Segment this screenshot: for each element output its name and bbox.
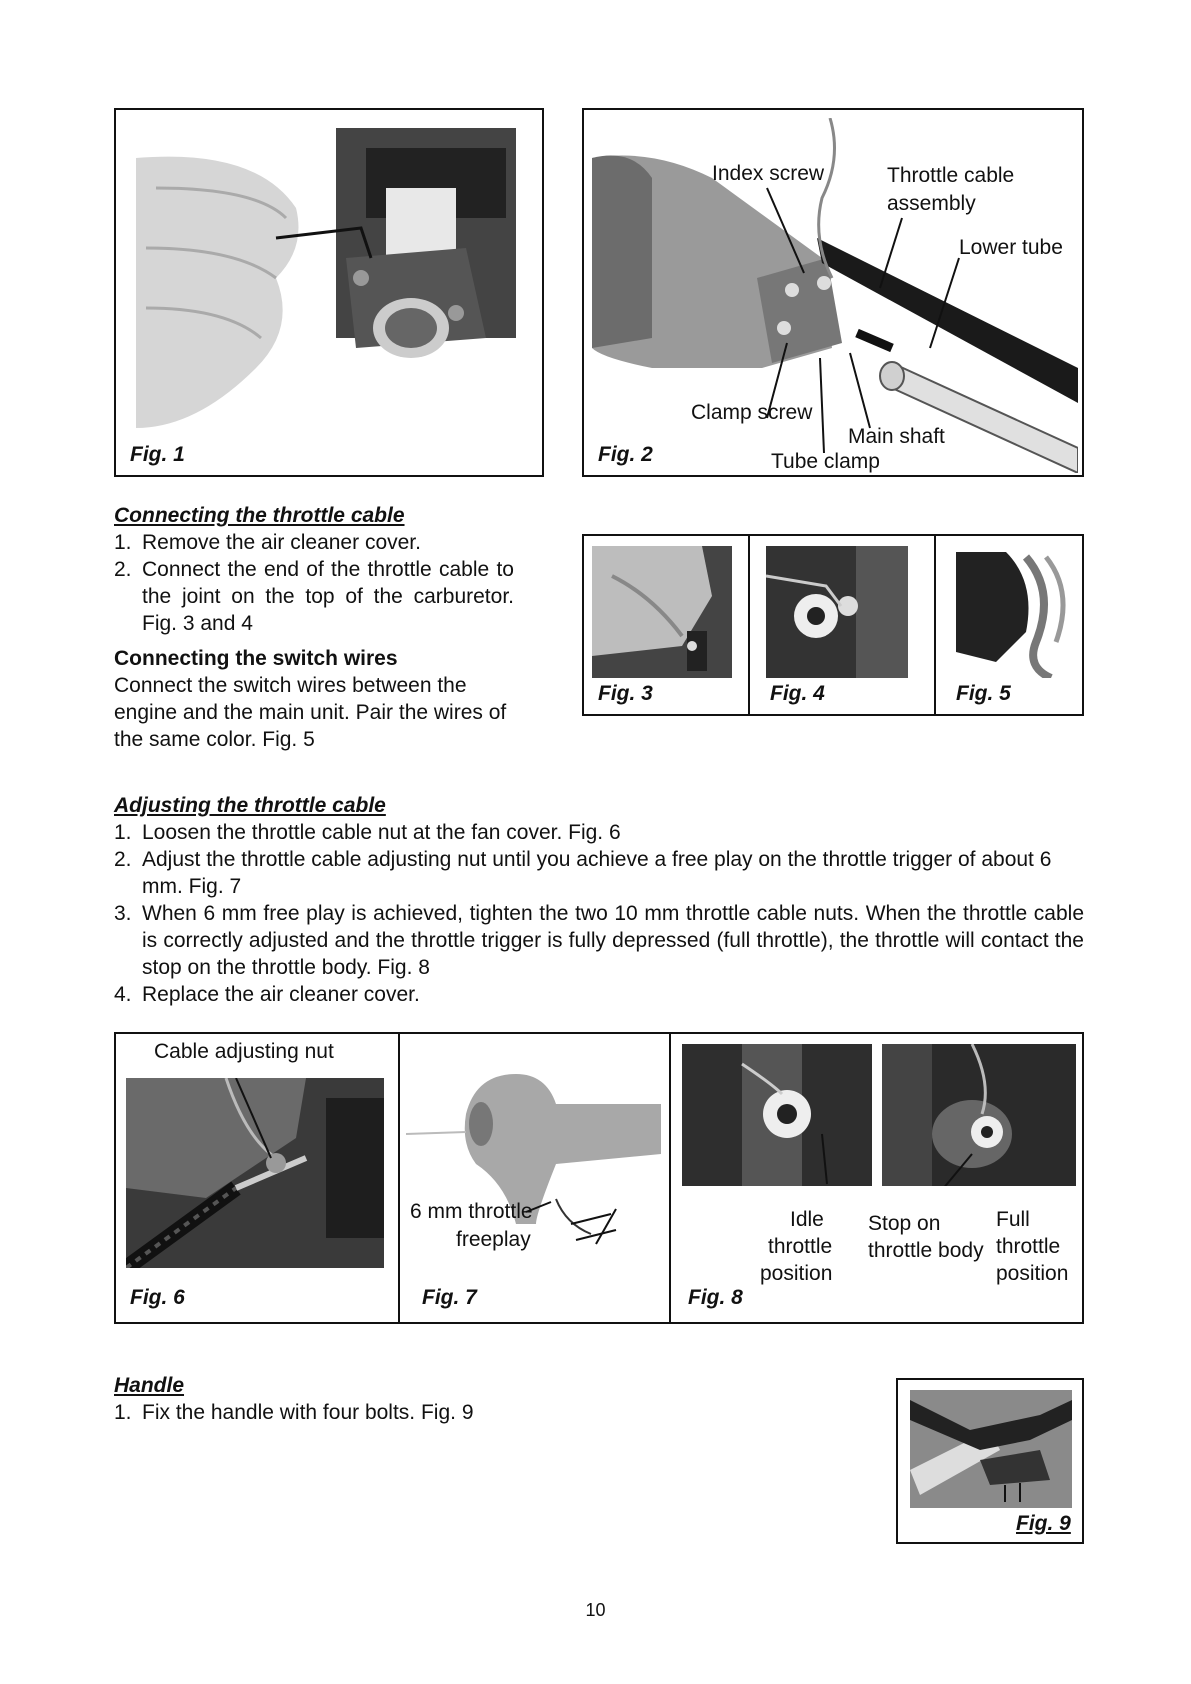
fig1-caption: Fig. 1 xyxy=(130,443,185,466)
fig6-label-cable-adjusting-nut: Cable adjusting nut xyxy=(154,1040,334,1063)
fig7-caption: Fig. 7 xyxy=(422,1286,477,1309)
fig8-label-idle-3: position xyxy=(760,1262,833,1285)
fig8-photo-idle xyxy=(682,1044,872,1186)
divider xyxy=(398,1034,400,1322)
fig8-label-stop-1: Stop on xyxy=(868,1212,941,1235)
fig8-label-full-3: position xyxy=(996,1262,1069,1285)
fig8-label-idle-2: throttle xyxy=(768,1235,833,1258)
section-adjust-heading: Adjusting the throttle cable xyxy=(114,794,386,817)
fig8-photo-full xyxy=(882,1044,1076,1186)
list-item: 2. Adjust the throttle cable adjusting nut until you achieve a free play on the throttle trigger of about 6 mm. Fig. 7 xyxy=(114,848,1052,898)
fig3-photo xyxy=(592,546,732,678)
fig8-caption: Fig. 8 xyxy=(688,1286,743,1309)
section-connect-throttle xyxy=(114,502,514,753)
fig2-label-main-shaft: Main shaft xyxy=(848,425,945,448)
fig5-photo xyxy=(956,552,1076,678)
section-connect-throttle-heading: Connecting the throttle cable xyxy=(114,504,405,527)
fig2-label-throttle-cable-2: assembly xyxy=(887,192,976,215)
list-item: 1. Loosen the throttle cable nut at the fan cover. Fig. 6 xyxy=(114,821,621,844)
handle-steps xyxy=(114,1399,714,1426)
fig2-label-index-screw: Index screw xyxy=(712,162,825,185)
fig5-caption: Fig. 5 xyxy=(956,682,1011,705)
connect-throttle-steps xyxy=(114,529,514,637)
section-switch-wires-heading: Connecting the switch wires xyxy=(114,647,398,670)
section-handle xyxy=(114,1372,714,1426)
fig6-caption: Fig. 6 xyxy=(130,1286,185,1309)
fig2-caption: Fig. 2 xyxy=(598,443,653,466)
figure-2 xyxy=(582,108,1084,477)
list-item: 1. Remove the air cleaner cover. xyxy=(114,531,421,554)
fig6-photo xyxy=(126,1078,384,1268)
fig4-caption: Fig. 4 xyxy=(770,682,825,705)
list-item: 4. Replace the air cleaner cover. xyxy=(114,983,420,1006)
divider xyxy=(748,536,750,714)
divider xyxy=(669,1034,671,1322)
divider xyxy=(934,536,936,714)
fig8-label-stop-2: throttle body xyxy=(868,1239,984,1262)
fig1-photo-hand-clamp xyxy=(136,128,536,428)
fig8-label-full-1: Full xyxy=(996,1208,1030,1231)
list-item: 3. When 6 mm free play is achieved, tighten the two 10 mm throttle cable nuts. When the throttle cable is correctly adjusted and the throttle trigger is fully depressed (full throttle), the throttle will contact the stop on the throttle body. Fig. 8 xyxy=(114,902,1084,979)
list-item: 1. Fix the handle with four bolts. Fig. 9 xyxy=(114,1401,474,1424)
fig2-label-tube-clamp: Tube clamp xyxy=(771,450,880,473)
fig8-label-full-2: throttle xyxy=(996,1235,1061,1258)
page-number: 10 xyxy=(585,1600,606,1620)
adjust-steps xyxy=(114,819,1084,1008)
fig9-caption: Fig. 9 xyxy=(1016,1512,1071,1535)
figure-1 xyxy=(114,108,544,477)
fig3-caption: Fig. 3 xyxy=(598,682,653,705)
fig2-label-clamp-screw: Clamp screw xyxy=(691,401,813,424)
figures-3-5 xyxy=(582,534,1084,716)
figures-6-8 xyxy=(114,1032,1084,1324)
fig7-label-freeplay-1: 6 mm throttle xyxy=(410,1200,533,1223)
fig9-photo xyxy=(910,1390,1072,1508)
fig2-label-lower-tube: Lower tube xyxy=(959,236,1063,259)
fig7-label-freeplay-2: freeplay xyxy=(456,1228,531,1251)
section-switch-wires-text: Connect the switch wires between the engine and the main unit. Pair the wires of the same color. Fig. 5 xyxy=(114,674,507,751)
fig4-photo xyxy=(766,546,908,678)
list-item: 2. Connect the end of the throttle cable to the joint on the top of the carburetor. Fig. 3 and 4 xyxy=(114,558,514,635)
section-handle-heading: Handle xyxy=(114,1374,185,1397)
section-adjust-throttle xyxy=(114,792,1084,1008)
fig2-label-throttle-cable-1: Throttle cable xyxy=(887,164,1015,187)
fig8-label-idle-1: Idle xyxy=(790,1208,824,1231)
figure-9 xyxy=(896,1378,1084,1544)
